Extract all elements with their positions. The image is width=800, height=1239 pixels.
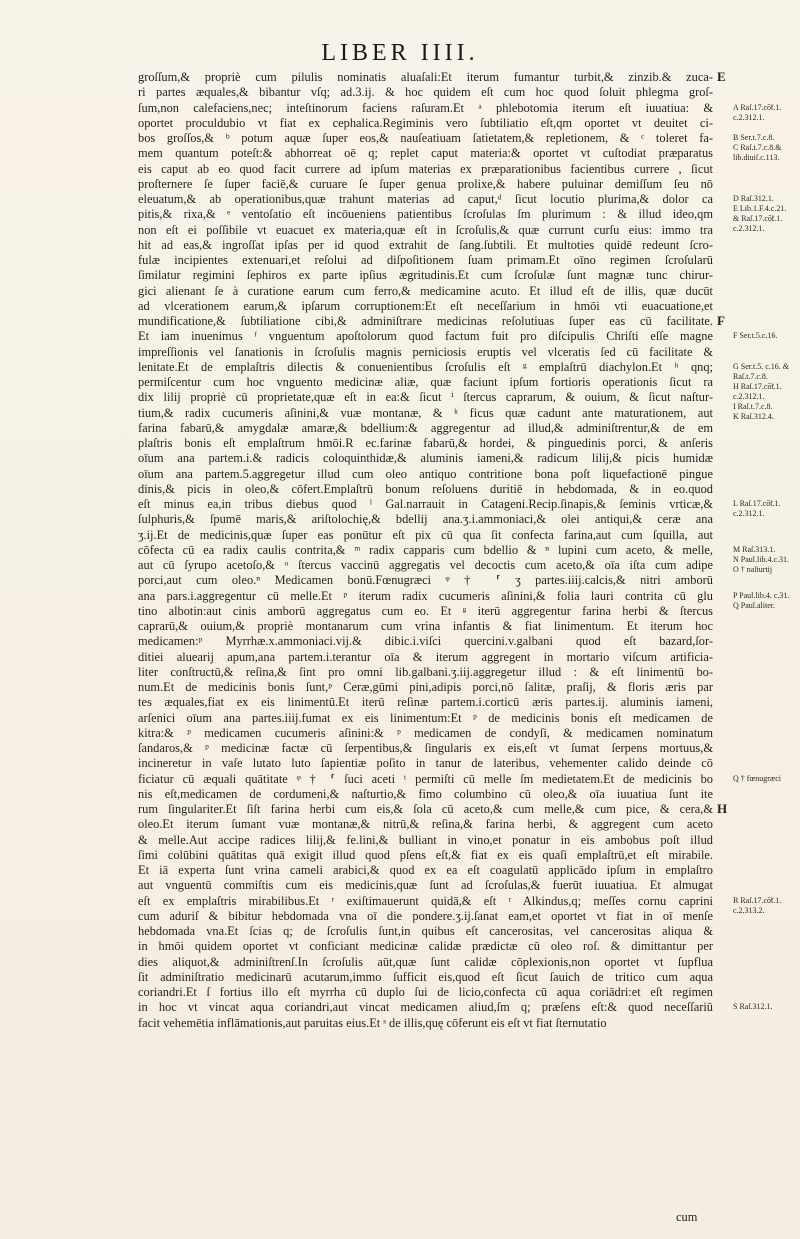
text-line: groſſum,& propriè cum pilulis nominatis aluaſali:Et iterum fumantur turbit,& zinzib.& zuca- — [138, 70, 713, 84]
text-line: hebdomada vna.Et ſcias q; de ſcroſulis ſunt,in quibus eſt cancerositas, vel cancerositas aliqua & — [138, 924, 713, 938]
text-line: fulæ incipientes extenuari,et reſolui ad diſpoſitionem ſuam primam.Et oīno regimen ſcroſularū — [138, 253, 713, 267]
text-line: ad vlcerationem earum,& ipſarum corruptionem:Et eſt neceſſarium in hmōi vti euacuatione,et — [138, 298, 713, 313]
text-line: medicamen:ᵖ Myrrhæ.x.ammoniaci.vij.& dibic.i.viſci quercini.v.galbani quod eſt bazard,ſor- — [138, 634, 713, 649]
text-line: & melle.Aut accipe radices lilij,& fe.lini,& bulliant in vino,et ponatur in eis ambobus poſt illud — [138, 832, 713, 847]
text-line: arſenici oīum ana partes.iiij.fumat ex eis linimentum:Et ᵖ de medicinis bonis eſt medicamen de — [138, 710, 713, 725]
text-line: dinis,& picis in oleo,& cōfert.Emplaſtrū bonum reſoluens duritiē in hebdomada, & in eo.quod — [138, 481, 713, 496]
text-line: ſimilatur regimini ſephiros ex parte ipſius ægritudinis.Et cum ſcroſulæ ſunt magnæ tunc chirur- — [138, 268, 713, 283]
text-line: facit vehemētia inflāmationis,aut paruitas eius.Et ˢ de illis,quę cōferunt eis eſt vt fiat ſternutatio — [138, 1015, 607, 1030]
margin-note: B Ser.t.7.c.8. C Raſ.t.7.c.8.& lib.diuiſ.c.113. — [733, 133, 782, 162]
text-line: caprarū,& ouium,& propriè montanarum cum vrina infantis & fiat linimentum. Et iterum hoc — [138, 619, 713, 633]
text-line: aut cū ſyrupo acetoſo,& ᵒ ſtercus vaccinū aggregatis vel decoctis cum aceto,& oīa iſta cum adipe — [138, 558, 713, 572]
text-line: ſimi colūbini quātitas quā exigit illud quod pſens eſt,& fiat ex eis quaſi emplaſtrū,et eſt mirabile. — [138, 847, 713, 862]
text-line: ficiatur cū æquali quātitate ᵠ † ⸢ ſuci aceti ᵗ permiſti cū melle ſm medietatem.Et de medicinis bo — [138, 771, 713, 786]
text-line: dix lilij propriè cū proprietate,quæ eſt in ea:& ſicut ⁱ ſtercus caprarum, & ouium, & ſicut naſtur- — [138, 390, 713, 405]
running-head: LIBER IIII. — [321, 40, 479, 66]
text-line: farina fabarū,& amygdalæ amaræ,& bdellium:& aggregentur ad illud,& adminiſtrentur,& de em — [138, 420, 713, 435]
text-line: hit ad eas,& ingroſſat ipſas per id quod extrahit de ſang.ſubtili. Et multoties quidē redeunt ſcro- — [138, 237, 713, 252]
text-line: oleo.Et iterum ſumant vuæ montanæ,& nitrū,& reſina,& farina herbi, & aggregent cum aceto — [138, 817, 713, 832]
text-line: ſandaros,& ᵖ medicinæ factæ cū ſerpentibus,& ſingularis ex eis,eſt vt ſumat ſerpens mortuus,& — [138, 741, 713, 755]
text-line: tino albotin:aut cinis amborū aggregatus cum eo. Et ᵍ iterū aggregentur farina herbi & ſtercus — [138, 603, 713, 618]
text-line: impreſſionis vel ſanationis in ſcroſulis magnis perniciosis eruptis vel vlceratis ſed cū facilitate & — [138, 344, 713, 359]
section-letter: H — [717, 801, 728, 816]
margin-note: F Ser.t.5.c.16. — [733, 331, 778, 341]
text-line: in hmōi quidem oportet vt conficiant medicinæ calidæ prædictæ cū oleo roſ. & dimittantur per — [138, 939, 713, 954]
margin-note: P Paul.lib.4. c.31. Q Paul.aliter. — [733, 590, 790, 610]
text-line: ſulphuris,& ſpumē maris,& ariſtolochię,& bdellij ana.ʒ.i.ammoniaci,& olei antiqui,& ceræ ana — [138, 512, 713, 527]
text-line: bos groſſos,& ᵇ potum aquæ ſuper eos,& nauſeatiuam ſatietatem,& repletionem, & ᶜ toleret fa- — [138, 131, 713, 145]
section-letter: E — [717, 69, 726, 84]
text-line: eſt minus ea,in tribus diebus quod ˡ Gal.narrauit in Catageni.Recip.ſinapis,& ſeminis vrticæ,& — [138, 497, 713, 511]
text-line: ditiei aluearij apum,ana partem.i.terantur oīa & iterum aggregent in mortario viſcum artificia- — [138, 649, 713, 664]
text-line: dies aliquot,& adminiſtrenſ.In ſcroſulis aūt,quæ ſunt calidæ cōplexionis,non oportet vt ſupfluа — [138, 954, 713, 969]
margin-note: M Raſ.313.1. N Paul.lib.4.c.31. O † naſturtij — [733, 544, 789, 574]
text-line: aut vnguentū commiſtis cum eis medicinis,quæ ſunt ad ſcroſulas,& fuerūt iuuatiua. Et almugat — [138, 878, 713, 893]
text-line: eis caput ab eo quod facit currere ad ipſum materias ex præparationibus facientibus currere , ſicut — [138, 161, 713, 176]
margin-note: G Ser.t.5. c.16. & Raſ.t.7.c.8. H Raſ.17.cō̃t.1. c.2.312.1. I Raſ.t.7.c.8. K Raſ.312.4. — [733, 361, 789, 421]
text-line: kitra:& ᵖ medicamen cucumeris aſinini:& ᵖ medicamen de condyſi, & medicamen nominatum — [138, 725, 713, 740]
margin-note: L Raſ.17.cō̃t.1. c.2.312.1. — [733, 499, 781, 518]
text-line: cum aduriſ & bibitur hebdomada vna oī die pondere.ʒ.ij.ſanat eam,et oportet vt fiat in oī menſe — [138, 908, 713, 923]
text-line: plaſtris bonis eſt emplaſtrum hmōi.R ec.farinæ fabarū,& hordei, & pinguedinis porci, & anſeris — [138, 436, 713, 450]
text-line: gici alienant ſe à curatione earum cum ferro,& medicamine acuto. Et illud eſt de illis, quæ ducūt — [138, 283, 713, 298]
text-line: mem quantum poteſt:& abhorreat oē q; replet caput materia:& oportet vt cuſtodiat præparatus — [138, 146, 713, 161]
text-line: tes æquales,fiat ex eis linimentū.Et iterū reſinæ partem.i.corticū æris partes.ij. aluminis iameni, — [138, 695, 713, 710]
text-line: num.Et de medicinis bonis ſunt,ᵖ Ceræ,gūmi pini,adipis porci,nō ſalitæ, praſij, & floris æris par — [138, 680, 713, 694]
text-line: oportet proculdubio vt fiat ex cephalica.Regiminis vero ſubtiliatio eſt,qm oportet vt deuitet ci- — [138, 115, 713, 130]
text-line: liter conſtructū,& reſina,& ſint pro omni lib.galbani.ʒ.iij.aggregetur illud : & eſt linimentū bo- — [138, 664, 713, 679]
margin-note: D Raſ.312.1. E Lib.1.F.4.c.21. & Raſ.17.cō̃t.1. c.2.312.1. — [733, 194, 787, 233]
text-line: pitis,& rixa,& ᵉ ventoſatio eſt incōueniens patientibus ſcroſulas ſm plurimum : & illud ideo,qm — [138, 207, 713, 222]
text-line: ſit adminiſtratio medicinarū acutarum,immo ſufficit eis,quod eſt ſicut ſauich de tritico cum aqua — [138, 969, 713, 984]
text-line: Et iā experta ſunt vrina cameli arabici,& quod ex ea eſt coagulatū applicādo ipſum in emplaſtro — [138, 863, 713, 877]
text-line: ri partes æquales,& bibantur vſq; ad.3.ij. & hoc quidem eſt cum hoc quod ſoluit phlegma groſ- — [138, 85, 713, 100]
margin-note: R Raſ.17.cō̃t.1. c.2.313.2. — [733, 895, 782, 915]
margin-note: Q † fœnugræci — [733, 773, 781, 783]
text-line: lenitate.Et de emplaſtris dilectis & conuenientibus ſcroſulis eſt ᵍ emplaſtrū diachylon.Et ʰ qnq; — [138, 359, 713, 374]
section-letter: F — [717, 313, 725, 328]
text-line: nis eſt,medicamen de cordumeni,& naſturtio,& fimo columbino cū oleo,& oīa iuuatiua ſunt ite — [138, 786, 713, 801]
text-line: non eſt ei poſſibile vt euacuet ex materia,quæ eſt in ſcroſulis,& quæ currunt curſu eius: immo tra — [138, 222, 713, 237]
text-line: Et iam inuenimus ᶠ vnguentum apoſtolorum quod factum fuit pro diſcipulis Chriſti eſſe magne — [138, 329, 713, 344]
text-line: proſternere ſe ſuper faciē,& curuare ſe ſuper genua prolixe,& habere puluinar demiſſum ſeu nō — [138, 176, 713, 191]
text-line: eſt ex emplaſtris mirabilibus.Et ʳ exiſtimauerunt quidā,& eſt ʳ Alkindus,q; meſſes cornu caprini — [138, 893, 713, 908]
margin-note: S Raſ.312.1. — [733, 1002, 773, 1012]
text-line: cōfecta cū ea radix caulis contrita,& ᵐ radix capparis cum bdellio & ⁿ lupini cum aceto, & melle, — [138, 542, 713, 557]
text-line: oīum ana partem.i.& radicis coloquinthidæ,& aluminis iameni,& radicum lilij,& picis humidæ — [138, 451, 713, 466]
text-line: incineretur in vaſe lutato luto ſapientiæ poſito in tanur de lateribus, vehementer calido deinde cō — [138, 756, 713, 771]
margin-note: A Raſ.17.cō̃t.1. c.2.312.1. — [733, 102, 782, 122]
text-line: ʒ.ij.Et de medicinis,quæ ſuper eas ponūtur eſt pix cū qua ſit confecta farina,aut cum ſquilla, aut — [138, 527, 713, 542]
text-line: tium,& radix cucumeris aſinini,& vuæ montanæ, & ᵏ ficus quæ cadunt ante maturationem, aut — [138, 405, 713, 420]
text-line: coriandri.Et ſ fortius illo eſt myrrha cū duplo ſui de licio,confecta cū aqua coriādri:et eſt regimen — [138, 985, 713, 999]
main-text-column — [138, 70, 713, 1031]
text-line: permiſcentur cum hoc vnguento medicinæ aliæ, quæ faciunt ipſum fortioris operationis ſicut ra — [138, 375, 713, 389]
text-line: ſum,non calefaciens,nec; inteſtinorum faciens raſuram.Et ᵃ phlebotomia iterum eſt iuuatiua: & — [138, 100, 713, 115]
text-line: porci,aut cum oleo.ⁿ Medicamen bonū.Fœnugræci ᵠ † ⸢ ʒ partes.iiij.calcis,& nitri amborū — [138, 573, 713, 588]
catchword: cum — [676, 1210, 698, 1224]
text-line: rum ſingulariter.Et ſiſt farina herbi cum eis,& ſola cū aceto,& cum melle,& cum pice, & cera,& — [138, 802, 713, 816]
text-line: eleuatum,& ab operationibus,quæ trahunt materias ad caput,ᵈ ſicut locutio plurima,& dolor ca — [138, 192, 713, 206]
text-line: in hoc vt vincat aqua coriandri,aut vincat medicamen aliud,ſm q; præſens eſt:& quod neceſſariū — [138, 1000, 713, 1015]
text-line: ana pars.i.aggregentur cū melle.Et ᵖ iterum radix cucumeris aſinini,& folia lauri contrita cū glu — [138, 588, 713, 603]
text-line: oīum ana partem.5.aggregetur illud cum oleo antiquo contritione bona poſt liquefactionē pingue — [138, 466, 713, 481]
text-line: mundificatione,& ſubtiliatione cibi,& adminiſtrare medicinas reſolutiuas ſuper eas cū facilitate. — [138, 314, 713, 328]
